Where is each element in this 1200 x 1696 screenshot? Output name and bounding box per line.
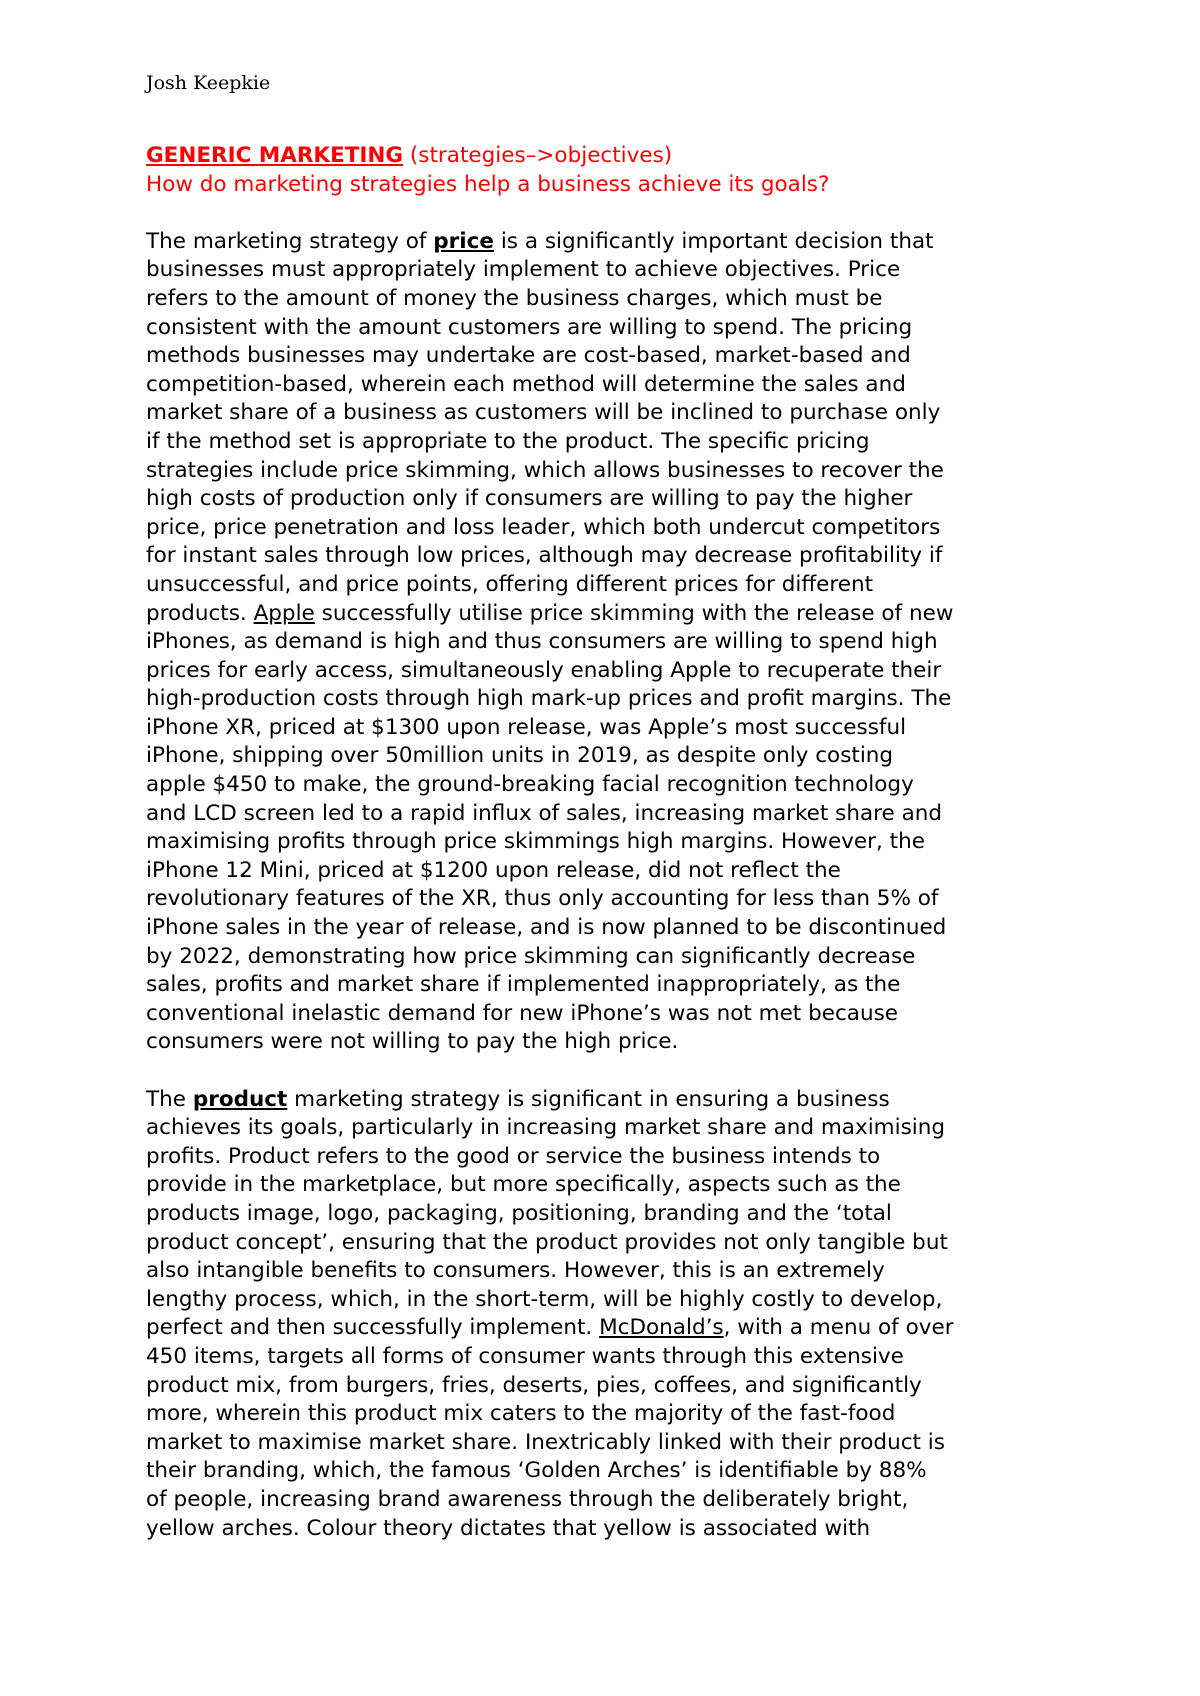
text-run: iPhone XR, priced at $1300 upon release, was Apple’s most successful — [146, 714, 907, 740]
text-line — [146, 971, 1076, 1000]
text-run: businesses must appropriately implement to achieve objectives. Price — [146, 257, 901, 283]
heading-title: GENERIC MARKETING — [146, 143, 404, 168]
text-run: also intangible benefits to consumers. However, this is an extremely — [146, 1258, 885, 1284]
section-heading — [146, 142, 1076, 171]
text-run: profits. Product refers to the good or service the business intends to — [146, 1143, 881, 1169]
text-run: sales, profits and market share if implemented inappropriately, as the — [146, 972, 901, 998]
text-run: The — [146, 1086, 193, 1112]
blank-line — [146, 199, 1076, 228]
text-run: competition-based, wherein each method will determine the sales and — [146, 371, 906, 397]
heading-subtitle: (strategies–>objectives) — [403, 143, 673, 168]
text-line — [146, 1257, 1076, 1286]
text-run: products. — [146, 600, 254, 626]
text-line — [146, 1286, 1076, 1315]
text-run: lengthy process, which, in the short-term, will be highly costly to develop, — [146, 1286, 943, 1312]
text-run: 450 items, targets all forms of consumer wants through this extensive — [146, 1343, 904, 1369]
text-run: marketing strategy is significant in ensuring a business — [287, 1086, 890, 1112]
text-line — [146, 657, 1076, 686]
text-line — [146, 1000, 1076, 1029]
author-name: Josh Keepkie — [146, 72, 271, 94]
keyword-term: product — [192, 1086, 288, 1112]
heading-question: How do marketing strategies help a business achieve its goals? — [146, 171, 830, 197]
text-line — [146, 1086, 1076, 1115]
text-line — [146, 1343, 1076, 1372]
text-run: by 2022, demonstrating how price skimming can significantly decrease — [146, 943, 916, 969]
text-line — [146, 800, 1076, 829]
text-line — [146, 1200, 1076, 1229]
text-run: refers to the amount of money the business charges, which must be — [146, 285, 883, 311]
text-run: unsuccessful, and price points, offering different prices for different — [146, 571, 874, 597]
text-line — [146, 485, 1076, 514]
text-line — [146, 371, 1076, 400]
text-line — [146, 1486, 1076, 1515]
text-run: if the method set is appropriate to the product. The specific pricing — [146, 428, 870, 454]
text-run: successfully utilise price skimming with the release of new — [314, 600, 954, 626]
text-run: maximising profits through price skimmings high margins. However, the — [146, 829, 925, 855]
blank-line — [146, 1057, 1076, 1086]
text-line — [146, 228, 1076, 257]
text-line — [146, 1171, 1076, 1200]
text-line — [146, 285, 1076, 314]
text-run: consistent with the amount customers are willing to spend. The pricing — [146, 314, 913, 340]
text-line — [146, 914, 1076, 943]
text-line — [146, 1400, 1076, 1429]
text-run: product mix, from burgers, fries, deserts, pies, coffees, and significantly — [146, 1372, 922, 1398]
text-line — [146, 685, 1076, 714]
text-run: apple $450 to make, the ground-breaking facial recognition technology — [146, 772, 914, 798]
text-line — [146, 714, 1076, 743]
text-line — [146, 1372, 1076, 1401]
text-run: consumers were not willing to pay the high price. — [146, 1029, 679, 1055]
text-run: is a significantly important decision that — [493, 228, 934, 254]
text-line — [146, 399, 1076, 428]
text-line — [146, 600, 1076, 629]
text-run: high-production costs through high mark-up prices and profit margins. The — [146, 686, 952, 712]
text-run: , with a menu of over — [723, 1315, 954, 1341]
text-line — [146, 1229, 1076, 1258]
text-line — [146, 885, 1076, 914]
text-run: more, wherein this product mix caters to the majority of the fast-food — [146, 1401, 896, 1427]
text-run: market to maximise market share. Inextricably linked with their product is — [146, 1429, 945, 1455]
text-run: The marketing strategy of — [146, 228, 434, 254]
text-line — [146, 943, 1076, 972]
paragraph-price — [146, 228, 1076, 1057]
paragraph-product — [146, 1086, 1076, 1544]
text-line — [146, 742, 1076, 771]
text-run: prices for early access, simultaneously enabling Apple to recuperate their — [146, 657, 942, 683]
text-line — [146, 457, 1076, 486]
text-run: perfect and then successfully implement. — [146, 1315, 600, 1341]
text-line — [146, 1429, 1076, 1458]
text-run: provide in the marketplace, but more specifically, aspects such as the — [146, 1172, 901, 1198]
text-line — [146, 1515, 1076, 1544]
keyword-term: price — [433, 228, 494, 254]
text-run: product concept’, ensuring that the product provides not only tangible but — [146, 1229, 948, 1255]
text-run: iPhone 12 Mini, priced at $1200 upon release, did not reflect the — [146, 857, 841, 883]
text-line — [146, 428, 1076, 457]
text-run: methods businesses may undertake are cost-based, market-based and — [146, 343, 911, 369]
text-line — [146, 1143, 1076, 1172]
underlined-example: McDonald’s — [599, 1315, 724, 1341]
text-run: strategies include price skimming, which allows businesses to recover the — [146, 457, 944, 483]
text-run: products image, logo, packaging, positioning, branding and the ‘total — [146, 1200, 892, 1226]
text-run: iPhone, shipping over 50million units in 2019, as despite only costing — [146, 743, 894, 769]
text-run: price, price penetration and loss leader, which both undercut competitors — [146, 514, 941, 540]
text-line — [146, 542, 1076, 571]
text-run: and LCD screen led to a rapid influx of sales, increasing market share and — [146, 800, 943, 826]
text-line — [146, 314, 1076, 343]
text-run: conventional inelastic demand for new iPhone’s was not met because — [146, 1000, 898, 1026]
document-body — [146, 142, 1076, 1543]
text-line — [146, 1314, 1076, 1343]
underlined-example: Apple — [253, 600, 315, 626]
text-run: for instant sales through low prices, although may decrease profitability if — [146, 543, 943, 569]
text-line — [146, 771, 1076, 800]
text-run: yellow arches. Colour theory dictates that yellow is associated with — [146, 1515, 871, 1541]
text-line — [146, 256, 1076, 285]
text-line — [146, 1028, 1076, 1057]
text-run: high costs of production only if consumers are willing to pay the higher — [146, 486, 913, 512]
text-line — [146, 1457, 1076, 1486]
text-line — [146, 828, 1076, 857]
text-run: achieves its goals, particularly in increasing market share and maximising — [146, 1115, 946, 1141]
text-line — [146, 571, 1076, 600]
text-line — [146, 514, 1076, 543]
text-line — [146, 342, 1076, 371]
text-run: revolutionary features of the XR, thus only accounting for less than 5% of — [146, 886, 939, 912]
text-run: iPhones, as demand is high and thus consumers are willing to spend high — [146, 629, 938, 655]
text-run: of people, increasing brand awareness through the deliberately bright, — [146, 1486, 909, 1512]
text-line — [146, 1114, 1076, 1143]
text-run: iPhone sales in the year of release, and is now planned to be discontinued — [146, 915, 947, 941]
text-run: their branding, which, the famous ‘Golden Arches’ is identifiable by 88% — [146, 1458, 927, 1484]
text-run: market share of a business as customers will be inclined to purchase only — [146, 400, 941, 426]
text-line — [146, 628, 1076, 657]
text-line — [146, 857, 1076, 886]
